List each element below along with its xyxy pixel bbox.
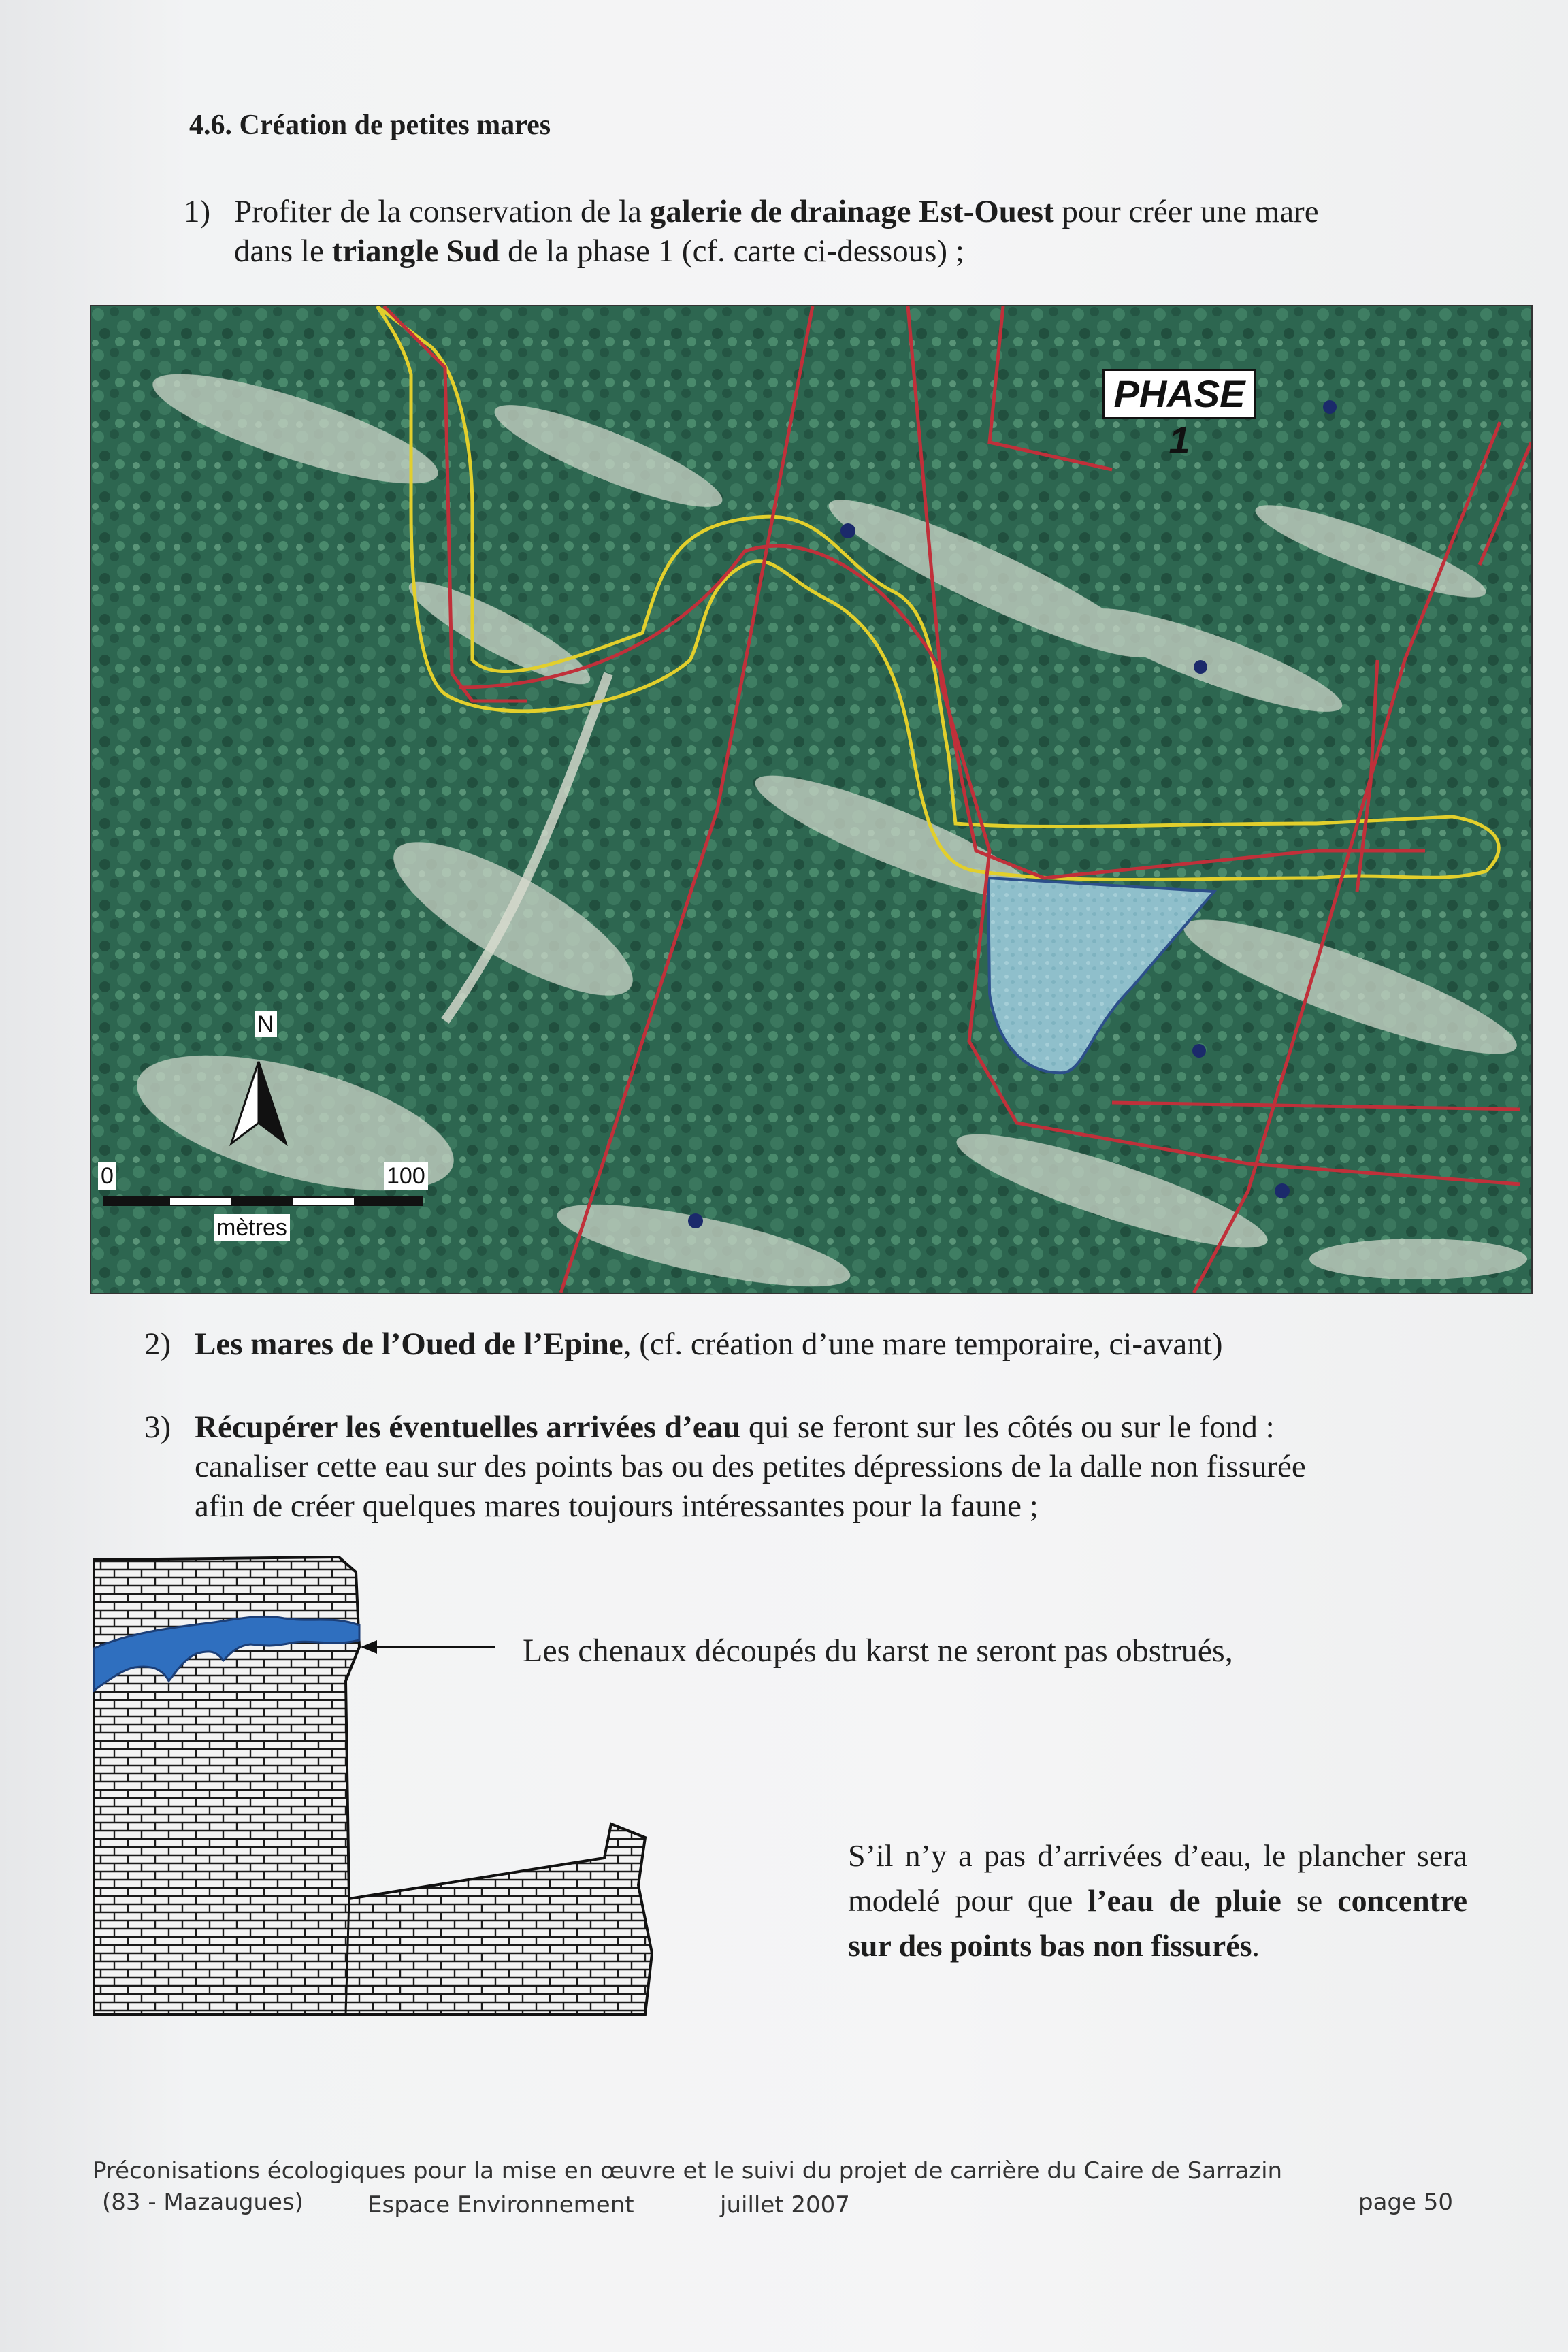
explanation-emphasis: l’eau de pluie bbox=[1088, 1883, 1281, 1918]
item-emphasis: triangle Sud bbox=[331, 233, 500, 269]
scale-bar bbox=[103, 1196, 423, 1206]
karst-block bbox=[94, 1557, 652, 2014]
item-line bbox=[234, 231, 1473, 271]
karst-cross-section bbox=[87, 1545, 740, 2021]
north-label: N bbox=[255, 1011, 277, 1037]
footer-date: juillet 2007 bbox=[720, 2191, 850, 2219]
aerial-map bbox=[90, 305, 1533, 1294]
item-line: canaliser cette eau sur des points bas ou des petites dépressions de la dalle non fissurée bbox=[195, 1449, 1306, 1484]
item-emphasis: Les mares de l’Oued de l’Epine bbox=[195, 1326, 623, 1362]
explanation-text: S’il n’y a pas d’arrivées d’eau, le plancher sera modelé pour que bbox=[848, 1838, 1467, 1918]
list-item-2 bbox=[144, 1324, 1471, 1365]
figure-explanation bbox=[848, 1833, 1467, 1968]
item-line bbox=[195, 1407, 1481, 1447]
footer-location: (83 - Mazaugues) bbox=[102, 2189, 304, 2216]
explanation-text: se bbox=[1281, 1883, 1338, 1918]
item-number: 3) bbox=[144, 1409, 172, 1445]
explanation-emphasis: concentre sur des points bas non fissurés bbox=[848, 1883, 1467, 1963]
item-text: , (cf. création d’une mare temporaire, ci-avant) bbox=[623, 1326, 1223, 1362]
item-emphasis: galerie de drainage Est-Ouest bbox=[649, 194, 1054, 229]
page-number: page 50 bbox=[1358, 2189, 1453, 2216]
scale-end-label: 100 bbox=[384, 1162, 428, 1190]
footer-title: Préconisations écologiques pour la mise en œuvre et le suivi du projet de carrière du Caire de Sarrazin bbox=[93, 2157, 1283, 2185]
item-emphasis: Récupérer les éventuelles arrivées d’eau bbox=[195, 1409, 741, 1445]
scale-start-label: 0 bbox=[98, 1162, 116, 1190]
figure-caption: Les chenaux découpés du karst ne seront pas obstrués, bbox=[523, 1633, 1233, 1669]
footer-company: Espace Environnement bbox=[368, 2191, 634, 2219]
item-text: de la phase 1 (cf. carte ci-dessous) ; bbox=[500, 233, 964, 269]
item-text: pour créer une mare bbox=[1054, 194, 1319, 229]
item-number: 2) bbox=[144, 1326, 172, 1362]
explanation-text: . bbox=[1252, 1928, 1260, 1963]
phase-label: PHASE 1 bbox=[1102, 369, 1256, 419]
map-image bbox=[91, 306, 1531, 1293]
arrow-head-icon bbox=[361, 1640, 377, 1654]
item-number: 1) bbox=[184, 194, 211, 229]
list-item-1 bbox=[184, 192, 1477, 274]
item-line: afin de créer quelques mares toujours intéressantes pour la faune ; bbox=[195, 1488, 1039, 1524]
section-heading: 4.6. Création de petites mares bbox=[189, 110, 551, 141]
item-text: Profiter de la conservation de la bbox=[234, 194, 650, 229]
scale-unit-label: mètres bbox=[214, 1214, 290, 1241]
list-item-3 bbox=[144, 1407, 1478, 1530]
item-line bbox=[234, 192, 1473, 231]
item-text: dans le bbox=[234, 233, 332, 269]
item-text: qui se feront sur les côtés ou sur le fond : bbox=[740, 1409, 1275, 1445]
